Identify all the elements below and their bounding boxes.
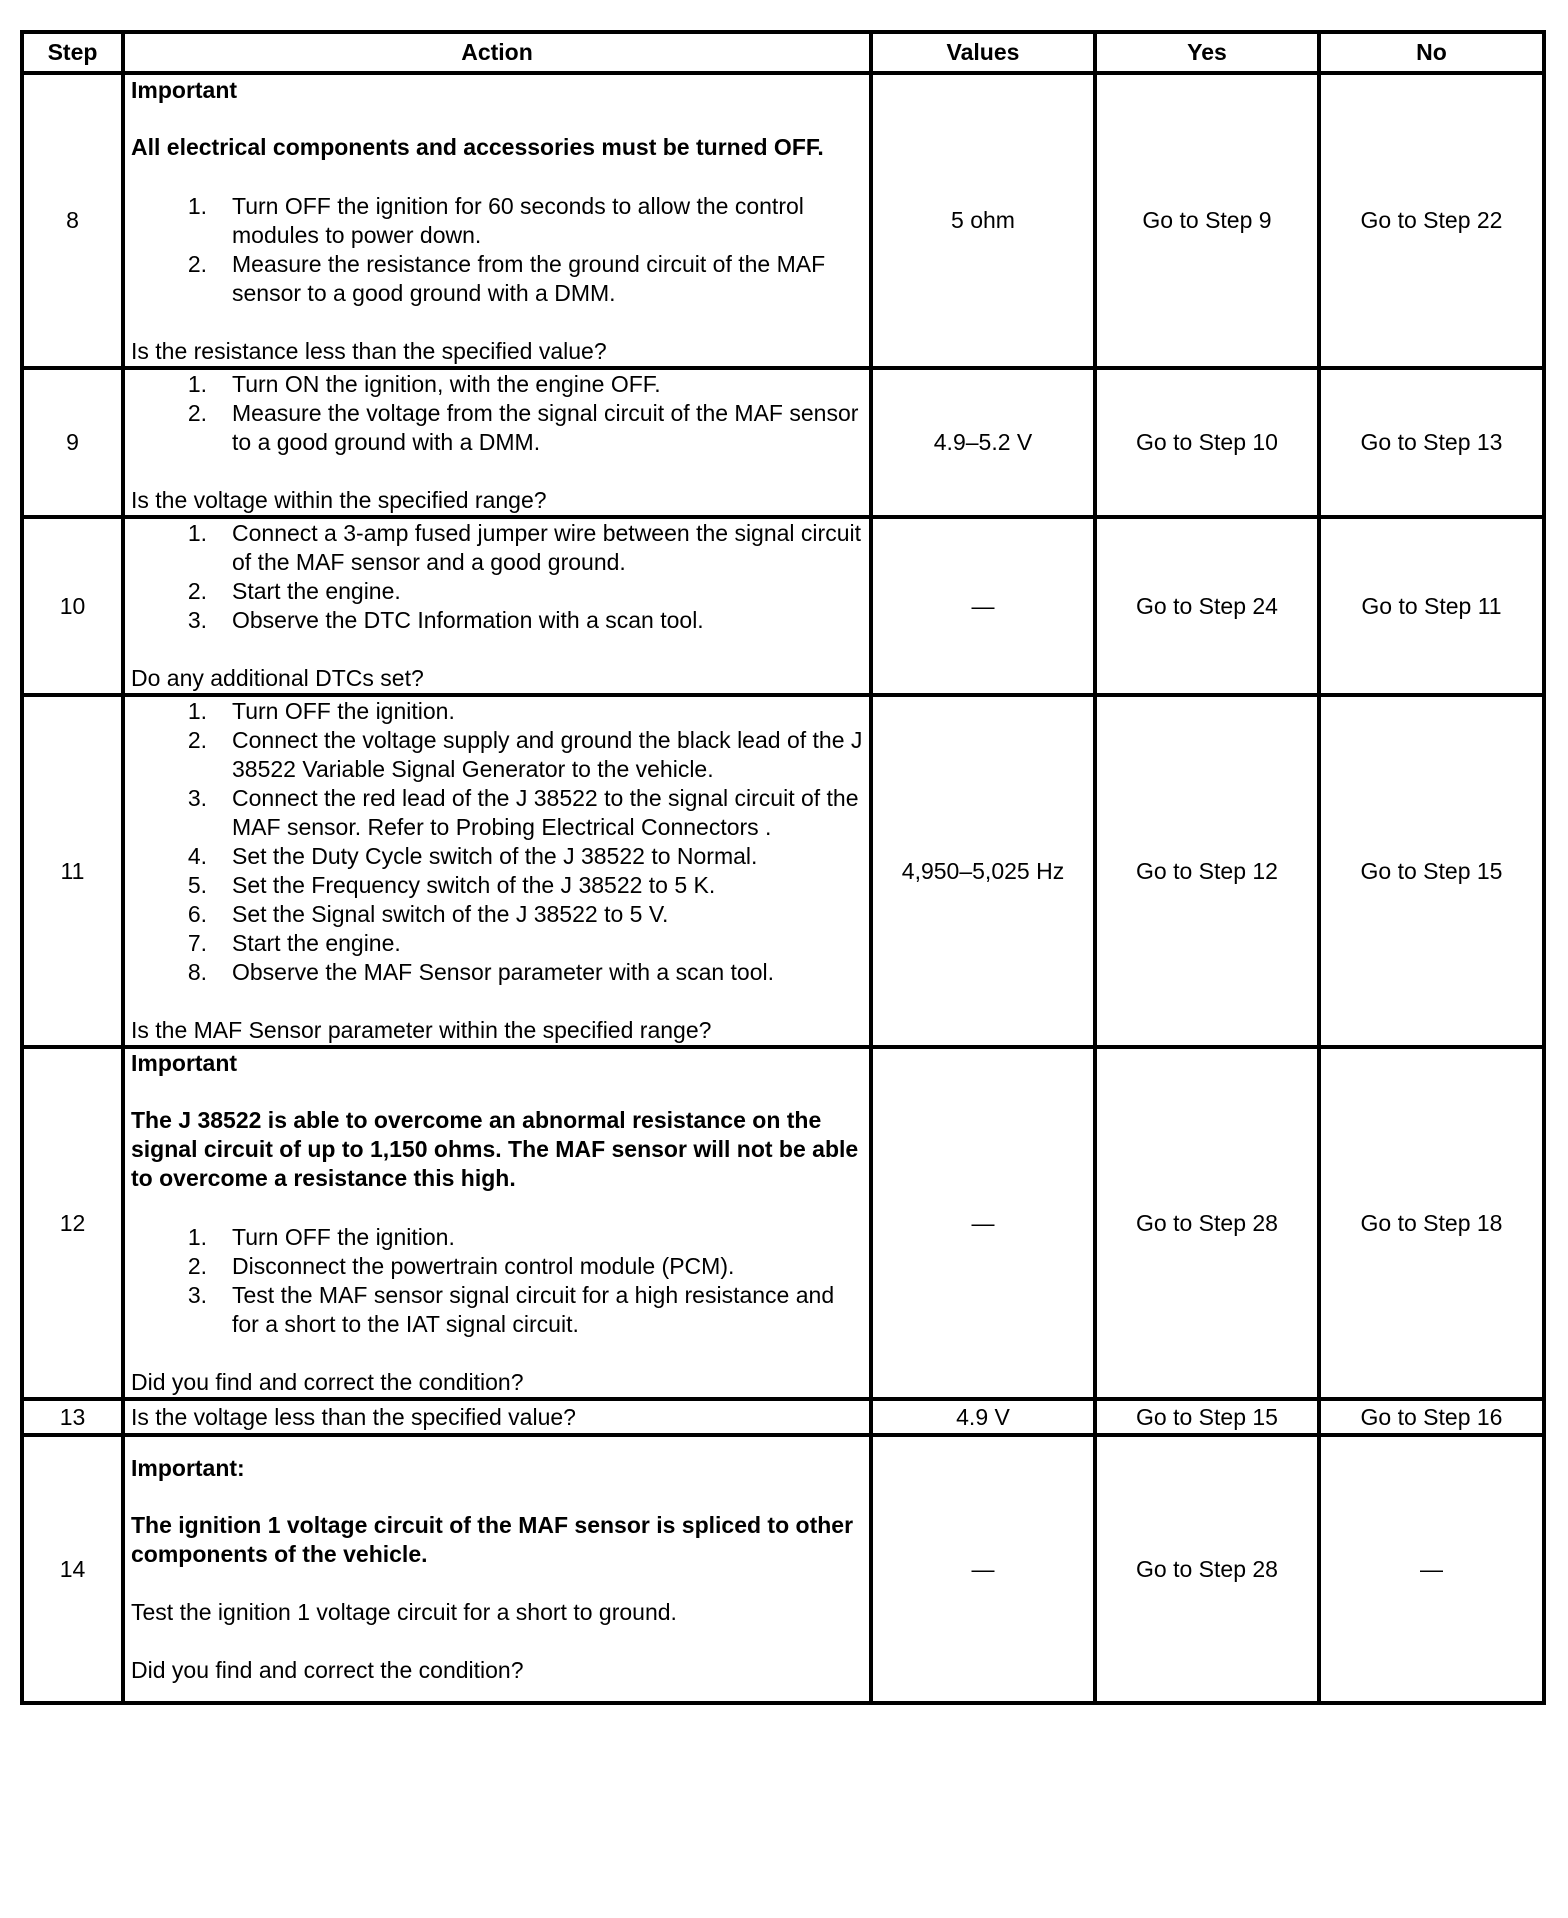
yes-cell: Go to Step 24 xyxy=(1095,517,1319,695)
value-cell: — xyxy=(871,1047,1095,1399)
list-item: 2. Measure the resistance from the ground circuit of the MAF sensor to a good ground with a DMM. xyxy=(187,250,826,306)
action-text: Test the ignition 1 voltage circuit for a short to ground. xyxy=(131,1598,677,1625)
table-row xyxy=(22,73,1544,368)
list-item: 1. Turn ON the ignition, with the engine OFF. xyxy=(187,371,661,397)
step-number: 8 xyxy=(22,73,123,368)
header-step: Step xyxy=(22,32,123,73)
question-text: Did you find and correct the condition? xyxy=(131,1369,524,1395)
yes-cell: Go to Step 10 xyxy=(1095,368,1319,517)
step-number: 10 xyxy=(22,517,123,695)
action-cell xyxy=(123,695,871,1047)
list-item: 2. Measure the voltage from the signal circuit of the MAF sensor to a good ground with a DMM. xyxy=(187,400,859,455)
list-item: 8. Observe the MAF Sensor parameter with a scan tool. xyxy=(187,959,775,985)
list-item: 2. Disconnect the powertrain control module (PCM). xyxy=(187,1253,735,1279)
procedure-list xyxy=(131,1223,863,1339)
question-text: Is the voltage within the specified range? xyxy=(131,487,547,513)
yes-cell: Go to Step 12 xyxy=(1095,695,1319,1047)
header-no: No xyxy=(1319,32,1544,73)
question-text: Is the MAF Sensor parameter within the specified range? xyxy=(131,1017,712,1043)
step-number: 11 xyxy=(22,695,123,1047)
value-cell: 4,950–5,025 Hz xyxy=(871,695,1095,1047)
list-item: 2. Start the engine. xyxy=(187,578,401,604)
list-item: 1. Turn OFF the ignition. xyxy=(187,1224,455,1250)
yes-cell: Go to Step 28 xyxy=(1095,1435,1319,1703)
table-row xyxy=(22,1399,1544,1435)
action-cell xyxy=(123,73,871,368)
list-item: 1. Turn OFF the ignition for 60 seconds to allow the control modules to power down. xyxy=(187,192,804,248)
list-item: 5. Set the Frequency switch of the J 38522 to 5 K. xyxy=(187,872,716,898)
no-cell: Go to Step 18 xyxy=(1319,1047,1544,1399)
action-cell xyxy=(123,1435,871,1703)
step-number: 13 xyxy=(22,1399,123,1435)
action-cell xyxy=(123,517,871,695)
list-item: 6. Set the Signal switch of the J 38522 to 5 V. xyxy=(187,901,669,927)
action-cell xyxy=(123,368,871,517)
no-cell: Go to Step 22 xyxy=(1319,73,1544,368)
step-number: 12 xyxy=(22,1047,123,1399)
question-text: Is the voltage less than the specified value? xyxy=(131,1403,576,1430)
value-cell: 4.9 V xyxy=(871,1399,1095,1435)
no-cell: Go to Step 15 xyxy=(1319,695,1544,1047)
action-cell xyxy=(123,1399,871,1435)
no-cell: Go to Step 13 xyxy=(1319,368,1544,517)
question-text: Is the resistance less than the specified value? xyxy=(131,337,607,364)
value-cell: — xyxy=(871,1435,1095,1703)
question-text: Did you find and correct the condition? xyxy=(131,1656,524,1683)
step-number: 14 xyxy=(22,1435,123,1703)
list-item: 1. Turn OFF the ignition. xyxy=(187,698,455,724)
header-yes: Yes xyxy=(1095,32,1319,73)
value-cell: 4.9–5.2 V xyxy=(871,368,1095,517)
table-row xyxy=(22,368,1544,517)
list-item: 3. Connect the red lead of the J 38522 to the signal circuit of the MAF sensor. Refer to Probing Electrical Connectors . xyxy=(187,785,859,840)
yes-cell: Go to Step 9 xyxy=(1095,73,1319,368)
step-number: 9 xyxy=(22,368,123,517)
no-cell: Go to Step 11 xyxy=(1319,517,1544,695)
table-row xyxy=(22,1047,1544,1399)
list-item: 7. Start the engine. xyxy=(187,930,401,956)
procedure-list xyxy=(131,192,863,308)
yes-cell: Go to Step 15 xyxy=(1095,1399,1319,1435)
procedure-list xyxy=(131,519,863,635)
list-item: 2. Connect the voltage supply and ground the black lead of the J 38522 Variable Signal Generator to the vehicle. xyxy=(187,727,863,782)
header-values: Values xyxy=(871,32,1095,73)
important-note: All electrical components and accessories must be turned OFF. xyxy=(131,133,824,160)
procedure-list xyxy=(131,370,863,457)
important-label: Important: xyxy=(131,1454,245,1481)
diagnostic-table xyxy=(20,30,1546,1705)
list-item: 1. Connect a 3-amp fused jumper wire between the signal circuit of the MAF sensor and a good ground. xyxy=(187,520,861,575)
important-note: The J 38522 is able to overcome an abnormal resistance on the signal circuit of up to 1,150 ohms. The MAF sensor will not be able to overcome a resistance this high. xyxy=(131,1107,859,1191)
yes-cell: Go to Step 28 xyxy=(1095,1047,1319,1399)
list-item: 4. Set the Duty Cycle switch of the J 38522 to Normal. xyxy=(187,843,758,869)
value-cell: 5 ohm xyxy=(871,73,1095,368)
header-action: Action xyxy=(123,32,871,73)
no-cell: — xyxy=(1319,1435,1544,1703)
list-item: 3. Observe the DTC Information with a scan tool. xyxy=(187,607,704,633)
procedure-list xyxy=(131,697,863,987)
important-note: The ignition 1 voltage circuit of the MAF sensor is spliced to other components of the vehicle. xyxy=(131,1511,854,1567)
list-item: 3. Test the MAF sensor signal circuit for a high resistance and for a short to the IAT signal circuit. xyxy=(187,1282,835,1337)
table-row xyxy=(22,517,1544,695)
header-row xyxy=(22,32,1544,73)
important-label: Important xyxy=(131,1050,238,1076)
question-text: Do any additional DTCs set? xyxy=(131,665,424,691)
no-cell: Go to Step 16 xyxy=(1319,1399,1544,1435)
value-cell: — xyxy=(871,517,1095,695)
table-row xyxy=(22,1435,1544,1703)
important-label: Important xyxy=(131,76,238,103)
action-cell xyxy=(123,1047,871,1399)
table-row xyxy=(22,695,1544,1047)
